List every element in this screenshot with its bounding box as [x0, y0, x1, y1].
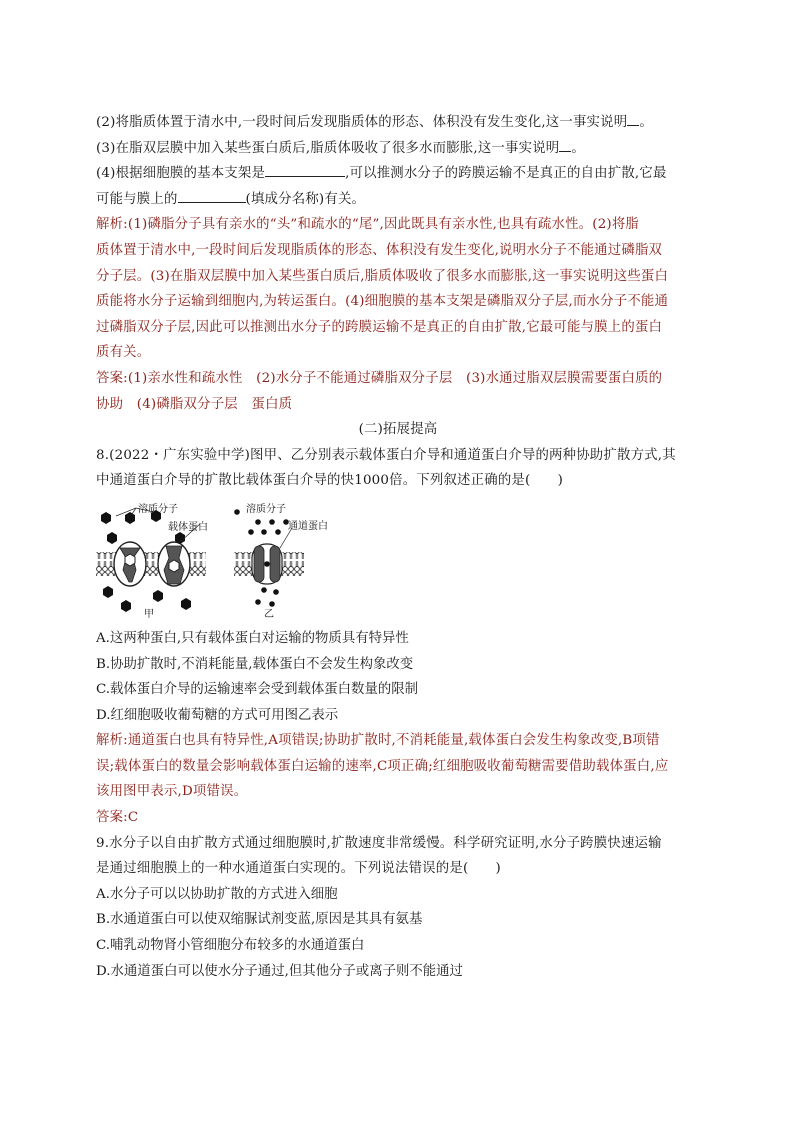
solute-in-carrier [169, 560, 179, 572]
section-title: (二)拓展提高 [358, 422, 438, 438]
q8-answer: 答案:C [96, 810, 139, 826]
stem-line: 中通道蛋白介导的扩散比载体蛋白介导的快1000倍。下列叙述正确的是( ) [96, 473, 564, 489]
q9-options [96, 882, 700, 984]
analysis-line: 质能将水分子运输到细胞内,为转运蛋白。(4)细胞膜的基本支架是磷脂双分子层,而水分子不能通 [96, 294, 669, 310]
solute-in-carrier [125, 554, 135, 566]
analysis-line: 过磷脂双分子层,因此可以推测出水分子的跨膜运输不是真正的自由扩散,它最可能与膜上的蛋白 [96, 319, 663, 335]
q7-analysis [96, 212, 700, 366]
label-solute-b: 溶质分子 [246, 503, 286, 515]
answer-line: 协助 (4)磷脂双分子层 蛋白质 [96, 396, 293, 412]
analysis-line: 该用图甲表示,D项错误。 [96, 784, 248, 800]
answer-blank [265, 163, 345, 177]
option-c: C.载体蛋白介导的运输速率会受到载体蛋白数量的限制 [96, 682, 419, 698]
q7-answer [96, 366, 700, 417]
diffusion-figure [96, 500, 396, 620]
stem-line: 是通过细胞膜上的一种水通道蛋白实现的。下列说法错误的是( ) [96, 861, 501, 877]
answer-line: 答案:(1)亲水性和疏水性 (2)水分子不能通过磷脂双分子层 (3)水通过脂双层膜需要蛋白质的 [96, 370, 663, 386]
q7-part2: (2)将脂质体置于清水中,一段时间后发现脂质体的形态、体积没有发生变化,这一事实说明 。 [96, 110, 700, 136]
panel-carrier [96, 502, 208, 620]
label-panel-b: 乙 [264, 608, 274, 620]
panel-channel [234, 502, 328, 620]
label-panel-a: 甲 [144, 608, 154, 620]
label-channel: 通道蛋白 [288, 520, 328, 532]
stem-line: 9.水分子以自由扩散方式通过细胞膜时,扩散速度非常缓慢。科学研究证明,水分子跨膜快速运输 [96, 835, 662, 851]
analysis-line: 解析:(1)磷脂分子具有亲水的“头”和疏水的“尾”,因此既具有亲水性,也具有疏水性。(2)将脂 [96, 217, 640, 233]
option-b: B.协助扩散时,不消耗能量,载体蛋白不会发生构象改变 [96, 656, 414, 672]
option-d: D.红细胞吸收葡萄糖的方式可用图乙表示 [96, 707, 339, 723]
answer-blank [627, 112, 639, 126]
q7-part4-line1: (4)根据细胞膜的基本支架是 ,可以推测水分子的跨膜运输不是真正的自由扩散,它最 [96, 161, 700, 187]
option-a: A.这两种蛋白,只有载体蛋白对运输的物质具有特异性 [96, 630, 409, 646]
document-page [96, 110, 700, 984]
analysis-line: 误;载体蛋白的数量会影响载体蛋白运输的速率,C项正确;红细胞吸收葡萄糖需要借助载体蛋白,应 [96, 758, 669, 774]
analysis-line: 解析:通道蛋白也具有特异性,A项错误;协助扩散时,不消耗能量,载体蛋白会发生构象改变,B项错 [96, 733, 660, 749]
answer-blank [178, 189, 246, 203]
option-d: D.水通道蛋白可以使水分子通过,但其他分子或离子则不能通过 [96, 963, 463, 979]
analysis-line: 分子层。(3)在脂双层膜中加入某些蛋白质后,脂质体吸收了很多水而膨胀,这一事实说明这些蛋白 [96, 268, 669, 284]
q7-part4-line2: 可能与膜上的 (填成分名称)有关。 [96, 187, 700, 213]
answer-blank [559, 138, 571, 152]
analysis-line: 质有关。 [96, 345, 151, 361]
q8-analysis [96, 728, 700, 805]
option-c: C.哺乳动物肾小管细胞分布较多的水通道蛋白 [96, 938, 365, 954]
q9-stem [96, 831, 700, 882]
label-solute-a: 溶质分子 [138, 503, 178, 515]
label-carrier: 载体蛋白 [168, 521, 208, 533]
q8-options [96, 626, 700, 728]
option-a: A.水分子可以以协助扩散的方式进入细胞 [96, 886, 338, 902]
q7-part3: (3)在脂双层膜中加入某些蛋白质后,脂质体吸收了很多水而膨胀,这一事实说明 。 [96, 136, 700, 162]
q8-stem [96, 443, 700, 494]
analysis-line: 质体置于清水中,一段时间后发现脂质体的形态、体积没有发生变化,说明水分子不能通过磷脂双 [96, 242, 663, 258]
option-b: B.水通道蛋白可以使双缩脲试剂变蓝,原因是其具有氨基 [96, 912, 423, 928]
stem-line: 8.(2022・广东实验中学)图甲、乙分别表示载体蛋白介导和通道蛋白介导的两种协助扩散方式,其 [96, 447, 676, 463]
